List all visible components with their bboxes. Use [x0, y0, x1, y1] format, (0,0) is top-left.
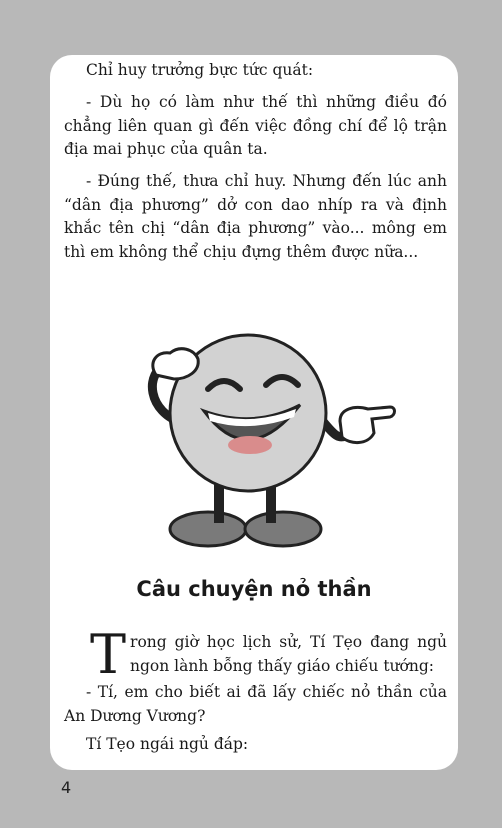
paragraph-reply-2: - Đúng thế, thưa chỉ huy. Nhưng đến lúc anh “dân địa phương” dở con dao nhíp ra và định khắc tên chị “dân địa phương” vào... mông em thì em không thể chịu đựng thêm được nữa...	[64, 172, 447, 261]
drop-cap-letter: T	[90, 623, 127, 686]
laughing-smiley-mascot-icon	[128, 293, 398, 563]
paragraph-commander-shout: Chỉ huy trưởng bực tức quát:	[86, 61, 314, 79]
story-opening-text: rong giờ học lịch sử, Tí Tẹo đang ngủ ngon lành bỗng thấy giáo chiếu tướng:	[130, 633, 447, 675]
story-paragraph-opening	[64, 623, 447, 686]
page-card	[50, 55, 458, 770]
paragraph-reply-1: - Dù họ có làm như thế thì những điều đó chẳng liên quan gì đến việc đồng chí để lộ trận địa mai phục của quân ta.	[64, 93, 447, 158]
story-title: Câu chuyện nỏ thần	[136, 577, 372, 601]
story-paragraph-answer-intro: Tí Tẹo ngái ngủ đáp:	[86, 735, 249, 753]
story-paragraph-question: - Tí, em cho biết ai đã lấy chiếc nỏ thần của An Dương Vương?	[64, 683, 447, 725]
page-number: 4	[61, 778, 72, 797]
